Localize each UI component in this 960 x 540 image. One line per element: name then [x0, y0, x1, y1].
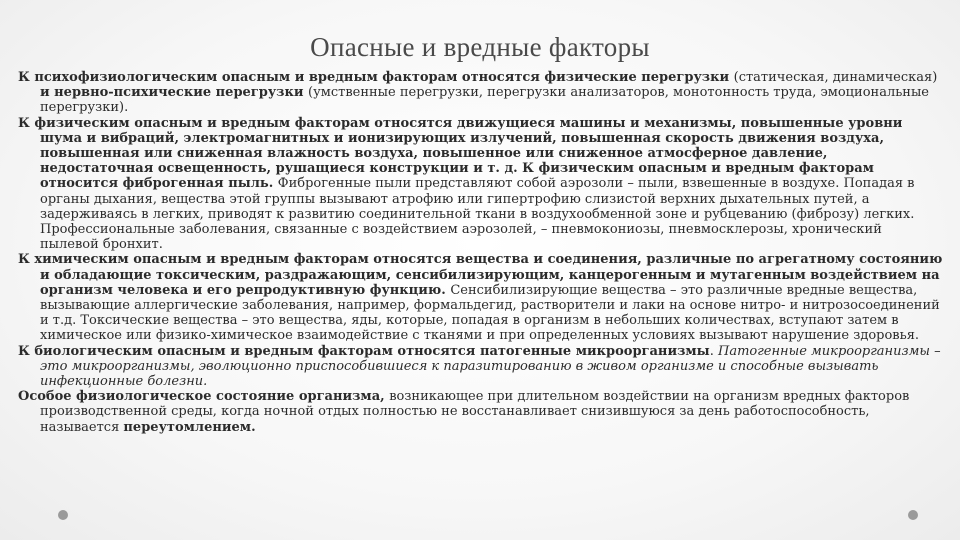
text-segment: К психофизиологическим опасным и вредным факторам относятся физические перегрузки — [18, 70, 734, 85]
text-segment: возникающее при длительном воздействии на организм вредных факторов производственной среды, когда ночной отдых полностью не восстанавливает снизившуюся за день работоспособность, называется — [40, 389, 910, 435]
text-segment: Особое физиологическое состояние организма, — [18, 389, 390, 405]
paragraph-chemical — [18, 252, 944, 343]
paragraph-overfatigue — [18, 389, 944, 435]
text-segment: (умственные перегрузки, перегрузки анализаторов, монотонность труда, эмоциональные перегрузки). — [40, 85, 929, 116]
text-segment: (статическая, динамическая) — [733, 70, 938, 85]
text-segment: . — [709, 343, 718, 359]
slide-title: Опасные и вредные факторы — [310, 32, 650, 62]
text-segment: Сенсибилизирующие вещества – это различные вредные вещества, вызывающие аллергические заболевания, например, формальдегид, растворители и лаки на основе нитро- и нитрозосоединений и т.д. Токсические вещества – это вещества, яды, которые, попадая в организм в небольших количествах, вступают затем в химическое или физико-химическое взаимодействие с тканями и при определенных условиях вызывают нарушение здоровья. — [40, 282, 940, 344]
paragraph-biological — [18, 344, 944, 390]
slide-body — [18, 70, 944, 435]
text-segment: и нервно-психические перегрузки — [40, 85, 309, 101]
text-segment: К химическим опасным и вредным факторам относятся вещества и соединения, различные по агрегатному состоянию и обладающие токсическим, раздражающим, сенсибилизирующим, канцерогенным и мутагенным воздействием на организм человека и его репродуктивную функцию. — [18, 252, 943, 298]
text-segment: переутомлением. — [123, 419, 256, 435]
text-segment: К физическим опасным и вредным факторам относятся движущиеся машины и механизмы, повышенные уровни шума и вибраций, электромагнитных и ионизирующих излучений, повышенная скорость движения воздуха, повышенная или сниженная влажность воздуха, повышенное или сниженное атмосферное давление, недостаточная освещенность, рушащиеся конструкции и т. д. К физическим опасным и вредным факторам относится фиброгенная пыль. — [18, 115, 903, 192]
text-segment: К биологическим опасным и вредным факторам относятся патогенные микроорганизмы — [18, 343, 710, 359]
right-corner-dot — [908, 510, 918, 520]
text-segment: Патогенные микроорганизмы – это микроорганизмы, эволюционно приспособившиеся к паразитированию в живом организме и способные вызывать инфекционные болезни. — [40, 343, 941, 390]
left-corner-dot — [58, 510, 68, 520]
paragraph-physical — [18, 116, 944, 253]
text-segment: Фиброгенные пыли представляют собой аэрозоли – пыли, взвешенные в воздухе. Попадая в органы дыхания, вещества этой группы вызывают атрофию или гипертрофию слизистой верхних дыхательных путей, а задерживаясь в легких, приводят к развитию соединительной ткани в воздухообменной зоне и рубцеванию (фиброзу) легких. Профессиональные заболевания, связанные с воздействием аэрозолей, – пневмокониозы, пневмосклерозы, хронический пылевой бронхит. — [40, 176, 915, 253]
paragraph-psychophysiological — [18, 70, 944, 116]
